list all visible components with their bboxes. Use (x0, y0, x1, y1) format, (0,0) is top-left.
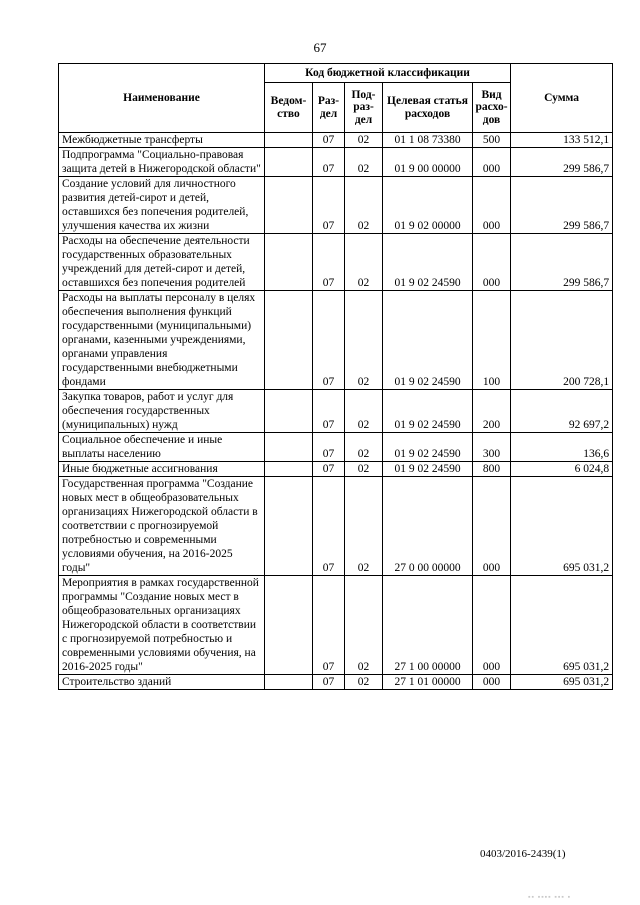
row-dept (265, 133, 313, 148)
row-sum: 136,6 (511, 433, 613, 462)
row-sum: 200 728,1 (511, 291, 613, 390)
row-name: Подпрограмма "Социально-правовая защита детей в Нижегородской области" (59, 148, 265, 177)
header-exp-type: Вид расхо-дов (473, 83, 511, 133)
row-sum: 92 697,2 (511, 390, 613, 433)
row-subsection: 02 (345, 133, 383, 148)
row-dept (265, 390, 313, 433)
row-section: 07 (313, 148, 345, 177)
header-subsection: Под-раз-дел (345, 83, 383, 133)
row-exp-type: 000 (473, 477, 511, 576)
header-name: Наименование (59, 64, 265, 133)
row-subsection: 02 (345, 675, 383, 690)
header-code-group: Код бюджетной классификации (265, 64, 511, 83)
row-sum: 299 586,7 (511, 177, 613, 234)
row-sum: 695 031,2 (511, 576, 613, 675)
page-number: 67 (313, 40, 327, 55)
row-name: Строительство зданий (59, 675, 265, 690)
row-dept (265, 576, 313, 675)
row-dept (265, 234, 313, 291)
table-row (59, 133, 613, 148)
table-row (59, 291, 613, 390)
row-subsection: 02 (345, 177, 383, 234)
table-row (59, 675, 613, 690)
header-target: Целевая статья расходов (383, 83, 473, 133)
row-section: 07 (313, 291, 345, 390)
row-exp-type: 000 (473, 148, 511, 177)
row-exp-type: 000 (473, 675, 511, 690)
row-subsection: 02 (345, 477, 383, 576)
table-row (59, 177, 613, 234)
row-dept (265, 291, 313, 390)
row-name: Иные бюджетные ассигнования (59, 462, 265, 477)
row-sum: 133 512,1 (511, 133, 613, 148)
row-subsection: 02 (345, 462, 383, 477)
table-header (59, 64, 613, 133)
row-target: 27 0 00 00000 (383, 477, 473, 576)
row-section: 07 (313, 177, 345, 234)
row-section: 07 (313, 390, 345, 433)
row-exp-type: 000 (473, 576, 511, 675)
row-target: 01 1 08 73380 (383, 133, 473, 148)
row-subsection: 02 (345, 291, 383, 390)
row-target: 27 1 01 00000 (383, 675, 473, 690)
row-dept (265, 433, 313, 462)
table-row (59, 390, 613, 433)
row-name: Расходы на обеспечение деятельности государственных образовательных учреждений для детей-сирот и детей, оставшихся без попечения родителей (59, 234, 265, 291)
row-section: 07 (313, 433, 345, 462)
header-sum: Сумма (511, 64, 613, 133)
row-section: 07 (313, 133, 345, 148)
row-target: 01 9 02 24590 (383, 291, 473, 390)
row-name: Межбюджетные трансферты (59, 133, 265, 148)
row-target: 01 9 02 00000 (383, 177, 473, 234)
row-target: 01 9 02 24590 (383, 390, 473, 433)
row-dept (265, 462, 313, 477)
document-code: 0403/2016-2439(1) (480, 848, 566, 860)
table-row (59, 477, 613, 576)
row-section: 07 (313, 234, 345, 291)
row-section: 07 (313, 477, 345, 576)
scan-edge-mark: ▪▪ ▪▪▪▪ ▪▪▪ ▪ (528, 893, 572, 899)
header-section: Раз-дел (313, 83, 345, 133)
row-exp-type: 000 (473, 177, 511, 234)
row-name: Государственная программа "Создание новых мест в общеобразовательных организациях Нижегородской области в соответствии с прогнозируемой потребностью и современными условиями обучения, на 2016-2025 годы" (59, 477, 265, 576)
row-sum: 6 024,8 (511, 462, 613, 477)
row-exp-type: 800 (473, 462, 511, 477)
row-subsection: 02 (345, 576, 383, 675)
table-row (59, 234, 613, 291)
row-name: Закупка товаров, работ и услуг для обеспечения государственных (муниципальных) нужд (59, 390, 265, 433)
table-body (59, 133, 613, 690)
row-target: 01 9 02 24590 (383, 433, 473, 462)
row-target: 27 1 00 00000 (383, 576, 473, 675)
row-exp-type: 100 (473, 291, 511, 390)
row-section: 07 (313, 675, 345, 690)
row-section: 07 (313, 462, 345, 477)
table-row (59, 433, 613, 462)
row-section: 07 (313, 576, 345, 675)
row-subsection: 02 (345, 234, 383, 291)
row-target: 01 9 00 00000 (383, 148, 473, 177)
row-dept (265, 477, 313, 576)
row-exp-type: 200 (473, 390, 511, 433)
row-target: 01 9 02 24590 (383, 234, 473, 291)
row-subsection: 02 (345, 148, 383, 177)
row-name: Мероприятия в рамках государственной программы "Создание новых мест в общеобразовательных организациях Нижегородской области в соответствии с прогнозируемой потребностью и современными условиями обучения, на 2016-2025 годы" (59, 576, 265, 675)
row-exp-type: 000 (473, 234, 511, 291)
row-exp-type: 300 (473, 433, 511, 462)
row-subsection: 02 (345, 433, 383, 462)
header-dept: Ведом-ство (265, 83, 313, 133)
row-sum: 299 586,7 (511, 234, 613, 291)
budget-table (58, 63, 613, 690)
table-row (59, 462, 613, 477)
row-dept (265, 148, 313, 177)
row-name: Создание условий для личностного развития детей-сирот и детей, оставшихся без попечения родителей, улучшения качества их жизни (59, 177, 265, 234)
row-sum: 299 586,7 (511, 148, 613, 177)
row-target: 01 9 02 24590 (383, 462, 473, 477)
row-name: Расходы на выплаты персоналу в целях обеспечения выполнения функций государственными (муниципальными) органами, казенными учреждениями, органами управления государственными внебюджетными фондами (59, 291, 265, 390)
row-subsection: 02 (345, 390, 383, 433)
row-name: Социальное обеспечение и иные выплаты населению (59, 433, 265, 462)
row-sum: 695 031,2 (511, 675, 613, 690)
row-sum: 695 031,2 (511, 477, 613, 576)
table-row (59, 576, 613, 675)
row-exp-type: 500 (473, 133, 511, 148)
row-dept (265, 675, 313, 690)
row-dept (265, 177, 313, 234)
table-row (59, 148, 613, 177)
